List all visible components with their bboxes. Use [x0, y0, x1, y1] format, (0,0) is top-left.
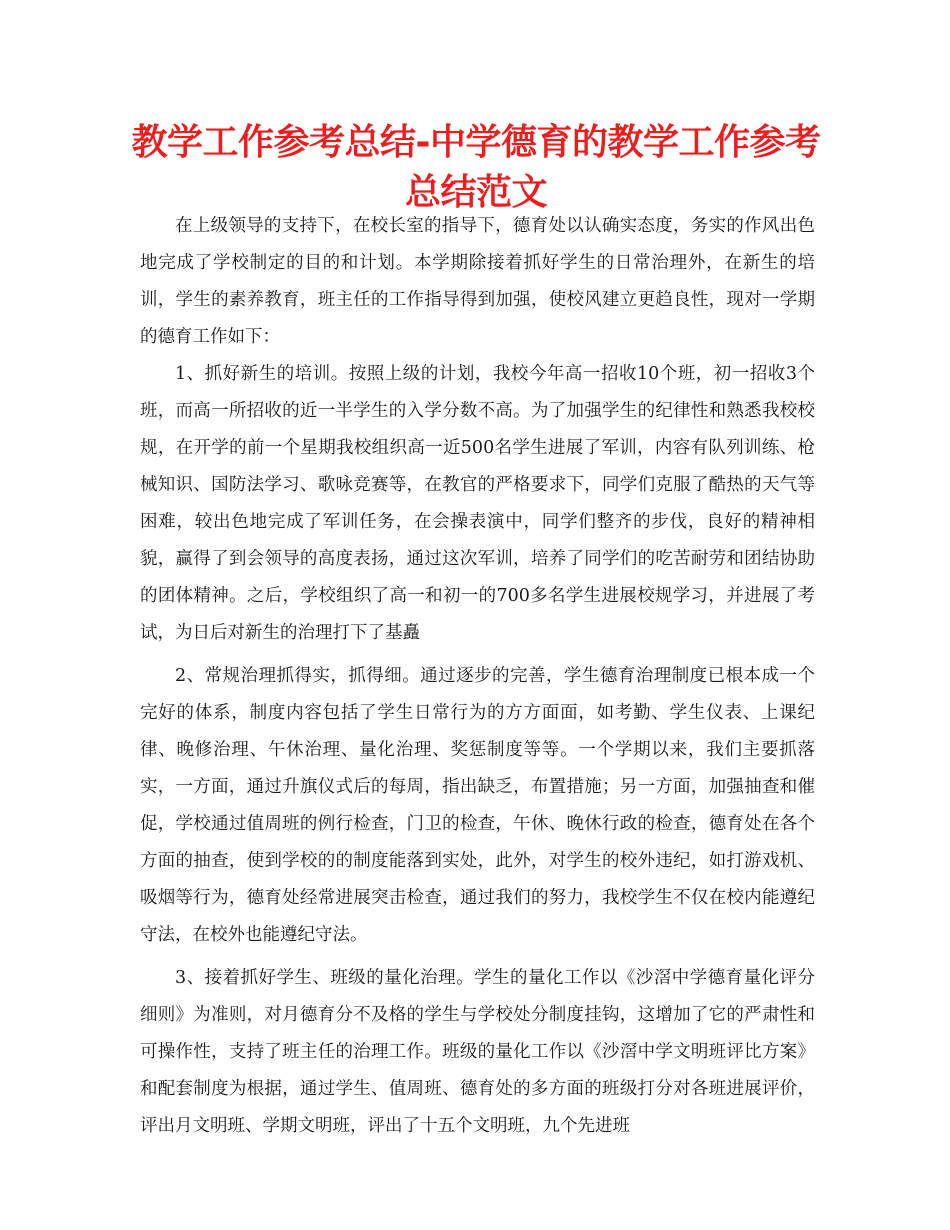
- paragraph-intro: 在上级领导的支持下，在校长室的指导下，德育处以认确实态度，务实的作风出色地完成了学校制定的目的和计划。本学期除接着抓好学生的日常治理外，在新生的培训，学生的素养教育，班主任的工作指导得到加强，使校风建立更趋良性，现对一学期的德育工作如下：: [140, 216, 815, 347]
- document-body: [140, 208, 815, 1145]
- document-title: 教学工作参考总结-中学德育的教学工作参考总结范文: [131, 122, 821, 213]
- paragraph-quantified-management: 3、接着抓好学生、班级的量化治理。学生的量化工作以《沙滘中学德育量化评分细则》为准则，对月德育分不及格的学生与学校处分制度挂钩，这增加了它的严肃性和可操作性，支持了班主任的治理工作。班级的量化工作以《沙滘中学文明班评比方案》和配套制度为根据，通过学生、值周班、德育处的多方面的班级打分对各班进展评价，评出月文明班、学期文明班，评出了十五个文明班，九个先进班: [140, 968, 815, 1136]
- paragraph-routine-management: 2、常规治理抓得实，抓得细。通过逐步的完善，学生德育治理制度已根本成一个完好的体系，制度内容包括了学生日常行为的方方面面，如考勤、学生仪表、上课纪律、晚修治理、午休治理、量化治理、奖惩制度等等。一个学期以来，我们主要抓落实，一方面，通过升旗仪式后的每周，指出缺乏，布置措施；另一方面，加强抽查和催促，学校通过值周班的例行检查，门卫的检查，午休、晚休行政的检查，德育处在各个方面的抽查，使到学校的的制度能落到实处，此外，对学生的校外违纪，如打游戏机、吸烟等行为，德育处经常进展突击检查，通过我们的努力，我校学生不仅在校内能遵纪守法，在校外也能遵纪守法。: [140, 666, 815, 945]
- paragraph-new-student-training: 1、抓好新生的培训。按照上级的计划，我校今年高一招收10个班，初一招收3个班，而高一所招收的近一半学生的入学分数不高。为了加强学生的纪律性和熟悉我校校规，在开学的前一个星期我校组织高一近500名学生进展了军训，内容有队列训练、枪械知识、国防法学习、歌咏竞赛等，在教官的严格要求下，同学们克服了酷热的天气等困难，较出色地完成了军训任务，在会操表演中，同学们整齐的步伐，良好的精神相貌，赢得了到会领导的高度表扬，通过这次军训，培养了同学们的吃苦耐劳和团结协助的团体精神。之后，学校组织了高一和初一的700多名学生进展校规学习，并进展了考试，为日后对新生的治理打下了基矗: [140, 364, 815, 643]
